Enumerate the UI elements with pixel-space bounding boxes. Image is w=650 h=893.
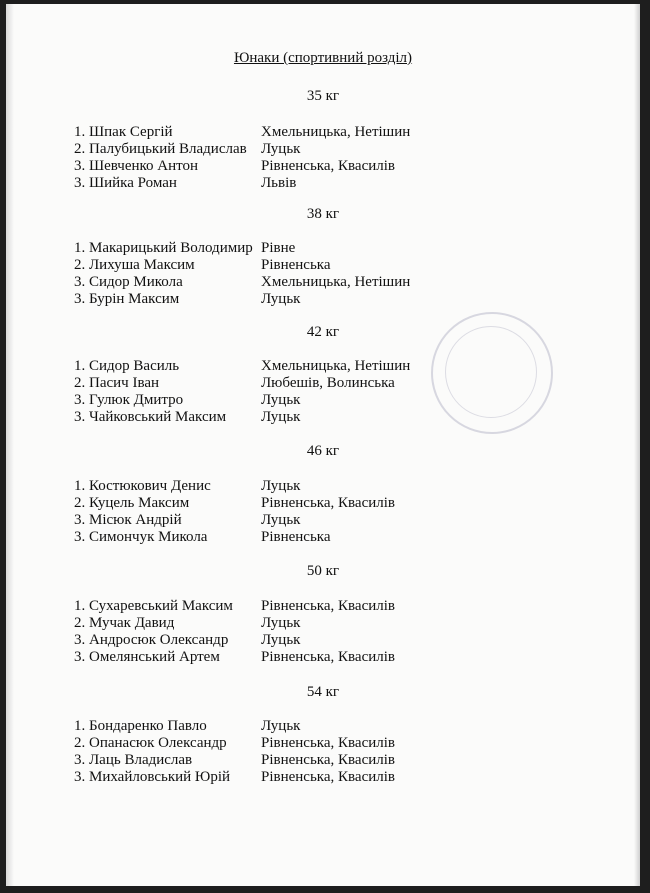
weight-category-heading: 54 кг (306, 684, 340, 700)
athlete-region: Рівненська (261, 529, 331, 545)
athlete-name: 3. Шевченко Антон (74, 158, 199, 174)
athlete-region: Луцьк (261, 409, 301, 425)
athlete-name: 2. Куцель Максим (74, 495, 190, 511)
result-row (74, 769, 395, 787)
result-row (74, 529, 331, 547)
result-row (74, 392, 300, 410)
scan-border-bottom (0, 886, 650, 893)
athlete-region: Хмельницька, Нетішин (261, 124, 411, 140)
result-row (74, 632, 300, 650)
result-row (74, 718, 300, 736)
athlete-region: Луцьк (261, 478, 301, 494)
result-row (74, 735, 395, 753)
weight-category-heading: 50 кг (306, 563, 340, 579)
athlete-region: Луцьк (261, 512, 301, 528)
athlete-name: 3. Сидор Микола (74, 274, 183, 290)
athlete-region: Хмельницька, Нетішин (261, 358, 411, 374)
athlete-region: Рівненська, Квасилів (261, 769, 395, 785)
athlete-name: 2. Пасич Іван (74, 375, 160, 391)
athlete-name: 2. Опанасюк Олександр (74, 735, 227, 751)
scan-border-right (640, 0, 650, 893)
athlete-region: Луцьк (261, 392, 301, 408)
athlete-name: 3. Лаць Владислав (74, 752, 193, 768)
result-row (74, 291, 300, 309)
scanned-page (6, 4, 640, 886)
athlete-region: Рівненська, Квасилів (261, 158, 395, 174)
athlete-name: 3. Симончук Микола (74, 529, 208, 545)
weight-category-heading: 46 кг (306, 443, 340, 459)
document-title: Юнаки (спортивний розділ) (233, 50, 413, 66)
athlete-name: 3. Чайковський Максим (74, 409, 227, 425)
result-row (74, 358, 410, 376)
result-row (74, 257, 331, 275)
athlete-name: 2. Лихуша Максим (74, 257, 195, 273)
result-row (74, 649, 395, 667)
result-row (74, 752, 395, 770)
athlete-region: Рівненська (261, 257, 331, 273)
result-row (74, 409, 300, 427)
athlete-region: Рівненська, Квасилів (261, 649, 395, 665)
athlete-name: 1. Сухаревський Максим (74, 598, 233, 614)
athlete-region: Луцьк (261, 632, 301, 648)
athlete-region: Любешів, Волинська (261, 375, 395, 391)
athlete-name: 3. Гулюк Дмитро (74, 392, 184, 408)
result-row (74, 375, 395, 393)
athlete-region: Луцьк (261, 291, 301, 307)
weight-category-heading: 35 кг (306, 88, 340, 104)
result-row (74, 598, 395, 616)
athlete-region: Рівне (261, 240, 296, 256)
result-row (74, 615, 300, 633)
athlete-name: 3. Шийка Роман (74, 175, 177, 191)
athlete-name: 1. Бондаренко Павло (74, 718, 207, 734)
result-row (74, 240, 295, 258)
athlete-region: Рівненська, Квасилів (261, 495, 395, 511)
athlete-name: 2. Мучак Давид (74, 615, 175, 631)
result-row (74, 124, 410, 142)
result-row (74, 274, 410, 292)
athlete-region: Рівненська, Квасилів (261, 752, 395, 768)
athlete-name: 1. Сидор Василь (74, 358, 180, 374)
athlete-region: Хмельницька, Нетішин (261, 274, 411, 290)
weight-category-heading: 38 кг (306, 206, 340, 222)
result-row (74, 175, 296, 193)
athlete-region: Рівненська, Квасилів (261, 735, 395, 751)
result-row (74, 478, 300, 496)
athlete-name: 3. Бурін Максим (74, 291, 180, 307)
result-row (74, 141, 300, 159)
athlete-name: 2. Палубицький Владислав (74, 141, 247, 157)
result-row (74, 495, 395, 513)
athlete-region: Рівненська, Квасилів (261, 598, 395, 614)
result-row (74, 158, 395, 176)
athlete-name: 3. Омелянський Артем (74, 649, 220, 665)
athlete-region: Луцьк (261, 615, 301, 631)
athlete-name: 1. Костюкович Денис (74, 478, 211, 494)
athlete-region: Львів (261, 175, 297, 191)
athlete-name: 1. Шпак Сергій (74, 124, 173, 140)
result-row (74, 512, 300, 530)
athlete-name: 3. Андросюк Олександр (74, 632, 229, 648)
athlete-region: Луцьк (261, 718, 301, 734)
athlete-name: 3. Місюк Андрій (74, 512, 182, 528)
athlete-name: 3. Михайловський Юрій (74, 769, 231, 785)
weight-category-heading: 42 кг (306, 324, 340, 340)
athlete-name: 1. Макарицький Володимир (74, 240, 253, 256)
athlete-region: Луцьк (261, 141, 301, 157)
